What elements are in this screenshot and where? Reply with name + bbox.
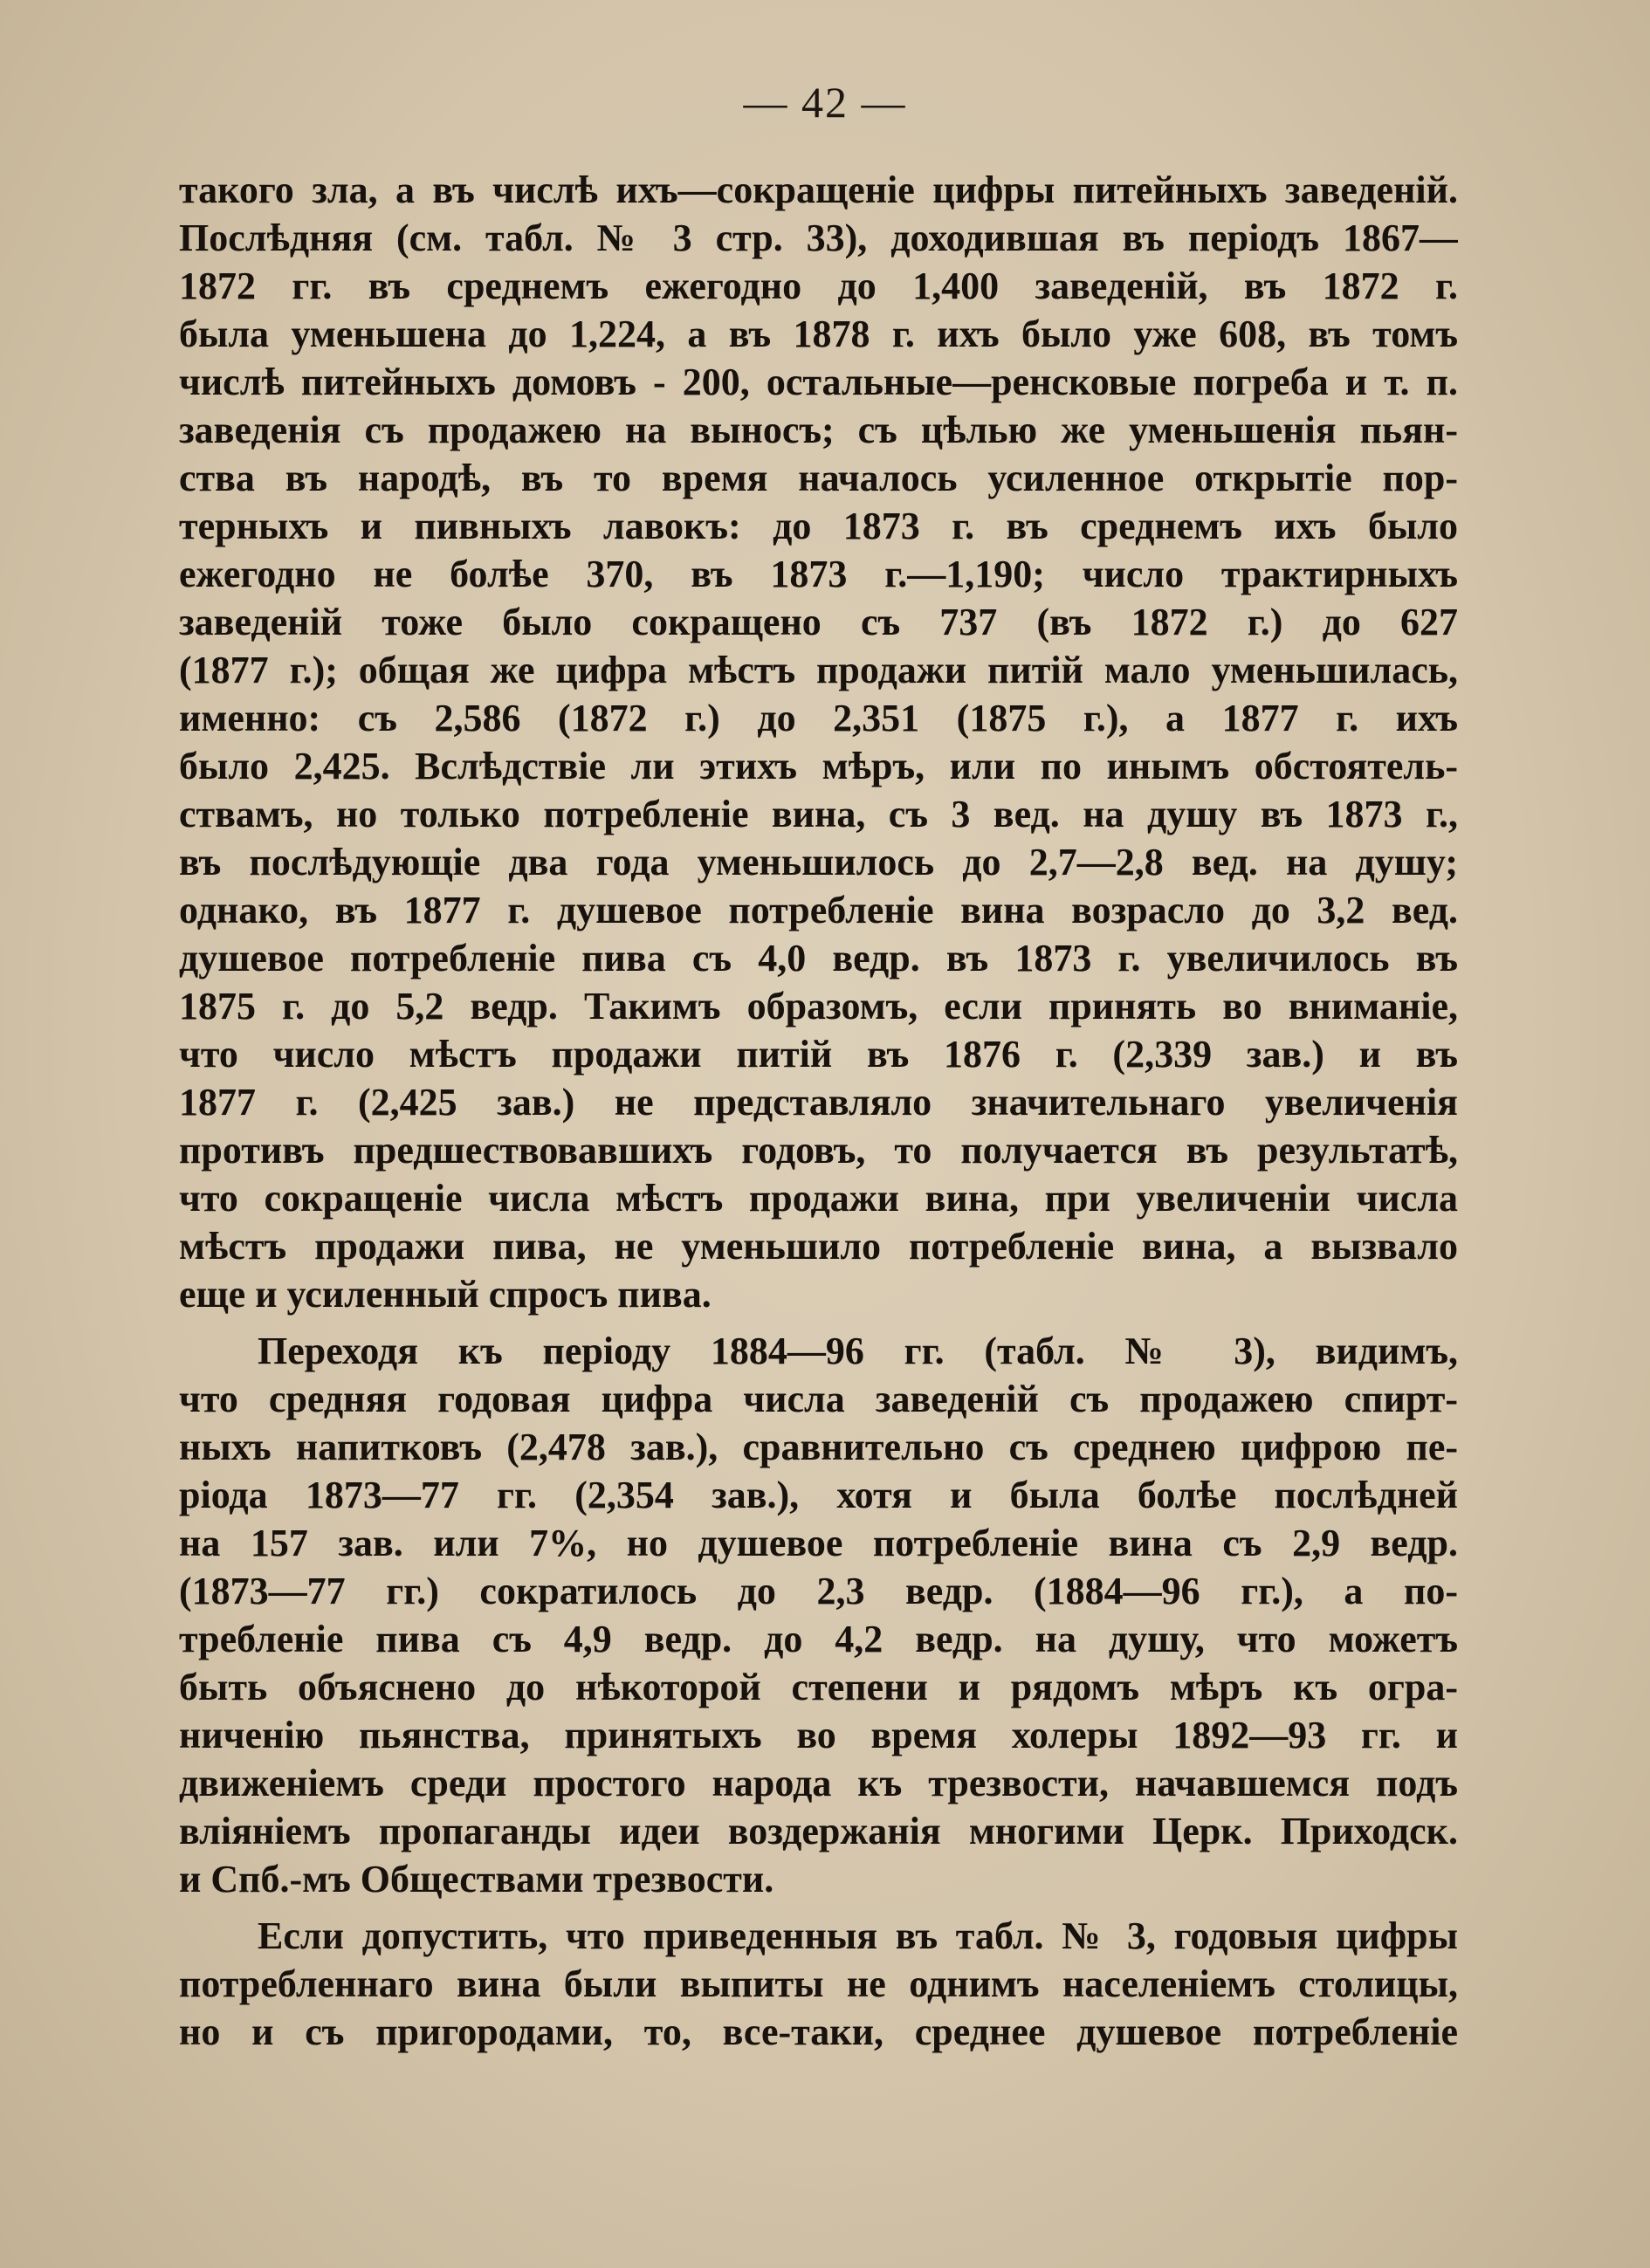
text-line: ежегодно не болѣе 370, въ 1873 г.—1,190; число трактирныхъ (179, 553, 1458, 595)
text-line: но и съ пригородами, то, все-таки, среднее душевое потребленіе (179, 2010, 1458, 2053)
text-line: 1875 г. до 5,2 ведр. Такимъ образомъ, если принять во вниманіе, (179, 985, 1458, 1027)
paragraph-1 (179, 166, 1458, 1318)
text-line: что средняя годовая цифра числа заведеній съ продажею спирт- (179, 1378, 1458, 1420)
text-line: еще и усиленный спросъ пива. (179, 1273, 712, 1316)
text-line: что число мѣстъ продажи питій въ 1876 г. (2,339 зав.) и въ (179, 1033, 1458, 1076)
page-number: — 42 — (743, 78, 907, 127)
text-line: быть объяснено до нѣкоторой степени и рядомъ мѣръ къ огра- (179, 1666, 1458, 1708)
text-line: ныхъ напитковъ (2,478 зав.), сравнительно съ среднею цифрою пе- (179, 1426, 1458, 1468)
text-line: и Спб.-мъ Обществами трезвости. (179, 1858, 774, 1900)
text-line: (1877 г.); общая же цифра мѣстъ продажи питій мало уменьшилась, (179, 649, 1458, 691)
text-line: на 157 зав. или 7%, но душевое потребленіе вина съ 2,9 ведр. (179, 1522, 1458, 1564)
text-line: Послѣдняя (см. табл. № 3 стр. 33), доходившая въ періодъ 1867— (179, 216, 1458, 259)
text-line: противъ предшествовавшихъ годовъ, то получается въ результатѣ, (179, 1129, 1458, 1172)
text-line: что сокращеніе числа мѣстъ продажи вина, при увеличеніи числа (179, 1177, 1458, 1220)
text-line: въ послѣдующіе два года уменьшилось до 2,7—2,8 вед. на душу; (179, 841, 1458, 883)
text-line: такого зла, а въ числѣ ихъ—сокращеніе цифры питейныхъ заведеній. (179, 168, 1458, 211)
text-line: потребленнаго вина были выпиты не однимъ населеніемъ столицы, (179, 1962, 1458, 2005)
paragraph-2 (179, 1327, 1458, 1903)
text-line: требленіе пива съ 4,9 ведр. до 4,2 ведр. на душу, что можетъ (179, 1618, 1458, 1660)
paragraph-3 (179, 1912, 1458, 2056)
text-line: ства въ народѣ, въ то время началось усиленное открытіе пор- (179, 457, 1458, 499)
text-line: 1877 г. (2,425 зав.) не представляло значительнаго увеличенія (179, 1081, 1458, 1124)
text-line: ниченію пьянства, принятыхъ во время холеры 1892—93 гг. и (179, 1714, 1458, 1756)
body-text (179, 166, 1458, 2065)
text-line: ріода 1873—77 гг. (2,354 зав.), хотя и была болѣе послѣдней (179, 1474, 1458, 1516)
text-line: однако, въ 1877 г. душевое потребленіе вина возрасло до 3,2 вед. (179, 889, 1458, 931)
text-line: вліяніемъ пропаганды идеи воздержанія многими Церк. Приходск. (179, 1810, 1458, 1852)
text-line: числѣ питейныхъ домовъ - 200, остальные—ренсковые погреба и т. п. (179, 361, 1458, 403)
text-line: Переходя къ періоду 1884—96 гг. (табл. № 3), видимъ, (258, 1330, 1458, 1372)
text-line: терныхъ и пивныхъ лавокъ: до 1873 г. въ среднемъ ихъ было (179, 505, 1458, 547)
text-line: заведенія съ продажею на выносъ; съ цѣлью же уменьшенія пьян- (179, 409, 1458, 451)
text-line: 1872 гг. въ среднемъ ежегодно до 1,400 заведеній, въ 1872 г. (179, 265, 1458, 307)
text-line: движеніемъ среди простого народа къ трезвости, начавшемся подъ (179, 1762, 1458, 1804)
text-line: было 2,425. Вслѣдствіе ли этихъ мѣръ, или по инымъ обстоятель- (179, 745, 1458, 787)
text-line: ствамъ, но только потребленіе вина, съ 3 вед. на душу въ 1873 г., (179, 793, 1458, 835)
text-line: (1873—77 гг.) сократилось до 2,3 ведр. (1884—96 гг.), а по- (179, 1570, 1458, 1612)
text-line: была уменьшена до 1,224, а въ 1878 г. ихъ было уже 608, въ томъ (179, 313, 1458, 355)
text-line: мѣстъ продажи пива, не уменьшило потребленіе вина, а вызвало (179, 1225, 1458, 1268)
text-line: заведеній тоже было сокращено съ 737 (въ 1872 г.) до 627 (179, 601, 1458, 643)
text-line: душевое потребленіе пива съ 4,0 ведр. въ 1873 г. увеличилось въ (179, 937, 1458, 979)
text-line: именно: съ 2,586 (1872 г.) до 2,351 (1875 г.), а 1877 г. ихъ (179, 697, 1458, 739)
text-line: Если допустить, что приведенныя въ табл. № 3, годовыя цифры (258, 1914, 1458, 1957)
